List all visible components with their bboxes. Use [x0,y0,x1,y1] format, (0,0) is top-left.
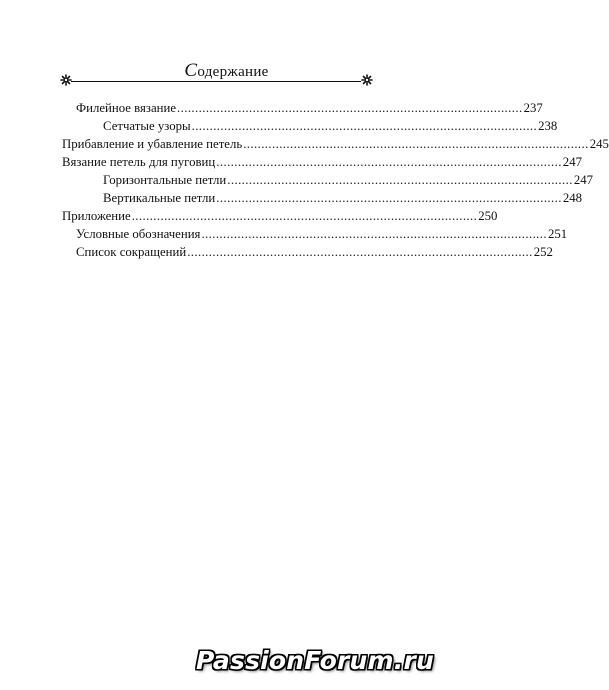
toc-entry-title: Вертикальные петли [103,191,216,205]
toc-entry-title: Список сокращений [76,245,187,259]
toc-entry[interactable] [103,189,583,207]
toc-leader-dots: ................................................................................................ [191,119,538,133]
toc-entry-page: 237 [523,101,543,115]
toc-leader-dots: ................................................................................................ [201,227,547,241]
asterisk-ornament-icon [60,74,72,86]
toc-entry-page: 252 [533,245,553,259]
header-initial: С [184,60,198,81]
toc-entry-title: Вязание петель для пуговиц [62,155,216,169]
toc-entry[interactable] [62,135,609,153]
toc-leader-dots: ................................................................................................ [216,155,562,169]
header-title: одержание [197,64,269,80]
toc-entry-title: Прибавление и убавление петель [62,137,243,151]
toc-entry[interactable] [103,117,558,135]
toc-entry-page: 251 [547,227,568,241]
asterisk-ornament-icon [361,74,373,86]
toc-entry[interactable] [76,243,553,261]
toc-leader-dots: ................................................................................................ [177,101,523,115]
toc-leader-dots: ................................................................................................ [216,191,562,205]
toc-entry-page: 250 [478,209,498,223]
toc-entry[interactable] [76,225,568,243]
toc-entry-title: Филейное вязание [76,101,177,115]
toc-leader-dots: ................................................................................................ [243,137,589,151]
toc-entry-page: 245 [589,137,609,151]
header-rule [71,81,361,82]
toc-entry[interactable] [62,153,582,171]
toc-entry-title: Условные обозначения [76,227,201,241]
toc-entry-title: Горизонтальные петли [103,173,227,187]
toc-entry[interactable] [103,171,594,189]
toc-leader-dots: ................................................................................................ [187,245,533,259]
toc-entry[interactable] [76,99,543,117]
toc-entry-title: Приложение [62,209,131,223]
toc-entry[interactable] [62,207,498,225]
watermark: PassionForum.ru [196,646,435,675]
toc-leader-dots: ................................................................................................ [227,173,573,187]
toc-entry-page: 238 [538,119,558,133]
toc-entry-title: Сетчатые узоры [103,119,191,133]
toc-leader-dots: ................................................................................................ [131,209,478,223]
toc-entry-page: 247 [573,173,594,187]
toc-entry-page: 248 [562,191,583,205]
toc-entry-page: 247 [562,155,582,169]
